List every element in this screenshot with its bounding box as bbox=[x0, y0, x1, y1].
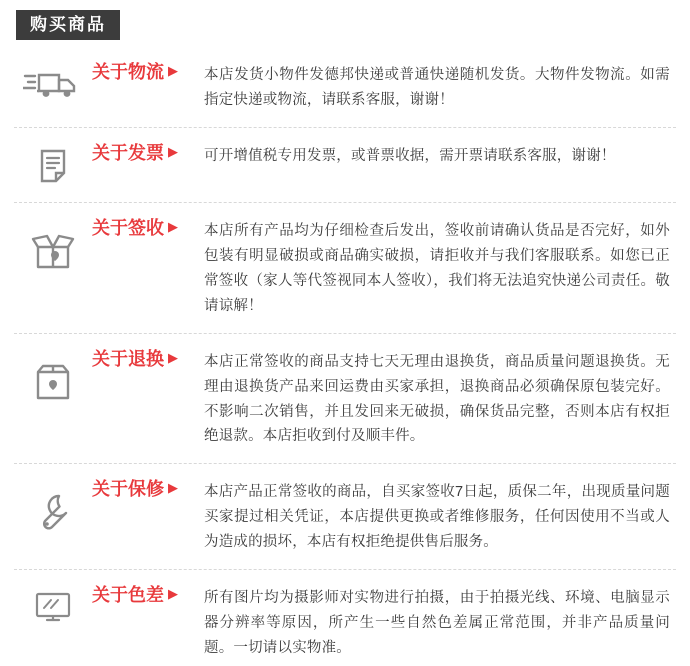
invoice-icon bbox=[31, 144, 75, 188]
page-header bbox=[16, 10, 120, 40]
info-row-warranty bbox=[14, 463, 676, 569]
label-text: 关于签收 bbox=[92, 217, 164, 238]
text-receipt: 本店所有产品均为仔细检查后发出，签收前请确认货品是否完好，如外包装有明显破损或商品确实破损，请拒收并与我们客服联系。如您已正常签收（家人等代签视同本人签收），我们将无法追究快递公司责任。敬请谅解！ bbox=[204, 222, 670, 314]
monitor-icon bbox=[29, 586, 77, 626]
label-invoice bbox=[92, 142, 204, 165]
info-sections bbox=[0, 53, 690, 666]
wrench-icon-cell bbox=[14, 478, 92, 532]
truck-icon-cell bbox=[14, 61, 92, 103]
box-icon bbox=[29, 358, 77, 404]
arrow-icon: ▶ bbox=[168, 218, 178, 234]
text-return: 本店正常签收的商品支持七天无理由退换货，商品质量问题退换货。无理由退换货产品来回运费由买家承担，退换商品必须确保原包装完好。不影响二次销售，并且发回来无破损，确保货品完整，否则本店有权拒绝退款。本店拒收到付及顺丰件。 bbox=[204, 353, 670, 445]
page-title: 购买商品 bbox=[16, 10, 120, 40]
label-receipt bbox=[92, 217, 204, 240]
arrow-icon: ▶ bbox=[168, 349, 178, 365]
text-logistics: 本店发货小物件发德邦快递或普通快递随机发货。大物件发物流。如需指定快递或物流，请联系客服，谢谢！ bbox=[204, 67, 670, 108]
label-color bbox=[92, 584, 204, 607]
info-row-color bbox=[14, 569, 676, 666]
label-text: 关于退换 bbox=[92, 348, 164, 369]
open-box-icon bbox=[28, 227, 78, 273]
label-text: 关于色差 bbox=[92, 585, 164, 606]
label-text: 关于物流 bbox=[92, 62, 164, 82]
arrow-icon: ▶ bbox=[168, 143, 178, 159]
label-text: 关于保修 bbox=[92, 479, 164, 500]
text-warranty: 本店产品正常签收的商品，自买家签收7日起，质保二年，出现质量问题买家提过相关凭证，本店提供更换或者维修服务，任何因使用不当或人为造成的损坏，本店有权拒绝提供售后服务。 bbox=[204, 484, 670, 551]
info-row-receipt bbox=[14, 202, 676, 333]
box-icon-cell bbox=[14, 348, 92, 404]
monitor-icon-cell bbox=[14, 584, 92, 626]
info-row-return bbox=[14, 333, 676, 464]
arrow-icon: ▶ bbox=[168, 586, 178, 602]
label-text: 关于发票 bbox=[92, 142, 164, 163]
open-box-icon-cell bbox=[14, 217, 92, 273]
info-row-invoice bbox=[14, 127, 676, 202]
label-return bbox=[92, 348, 204, 371]
invoice-icon-cell bbox=[14, 142, 92, 188]
truck-icon bbox=[23, 63, 83, 103]
label-logistics bbox=[92, 61, 204, 84]
wrench-icon bbox=[30, 488, 76, 532]
label-warranty bbox=[92, 478, 204, 501]
text-invoice: 可开增值税专用发票，或普票收据，需开票请联系客服，谢谢！ bbox=[204, 147, 616, 164]
arrow-icon: ▶ bbox=[168, 480, 178, 496]
text-color: 所有图片均为摄影师对实物进行拍摄，由于拍摄光线、环境、电脑显示器分辨率等原因，所产生一些自然色差属正常范围，并非产品质量问题。一切请以实物准。 bbox=[204, 590, 670, 657]
arrow-icon: ▶ bbox=[168, 63, 178, 78]
info-row-logistics bbox=[14, 53, 676, 127]
